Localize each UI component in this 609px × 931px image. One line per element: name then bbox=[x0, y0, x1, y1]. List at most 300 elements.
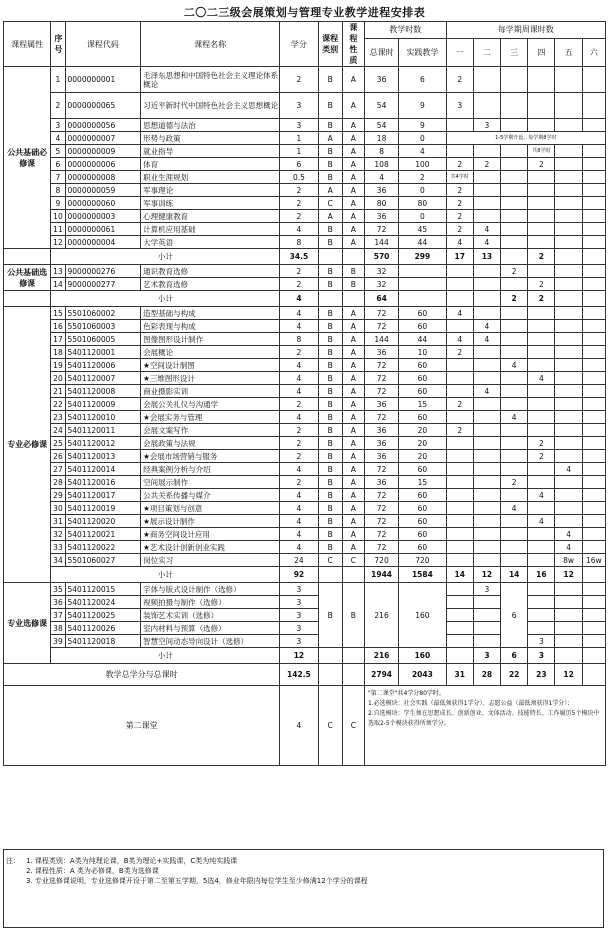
practice-cell: 10 bbox=[399, 346, 446, 359]
table-cell bbox=[582, 596, 605, 609]
course-name: 会展政策与法规 bbox=[141, 437, 280, 450]
nature-cell: A bbox=[342, 132, 364, 145]
total-cell: 72 bbox=[364, 502, 398, 515]
practice-cell: 60 bbox=[399, 541, 446, 554]
credit-cell: 2 bbox=[280, 67, 318, 93]
table-cell bbox=[446, 622, 473, 635]
term-cell bbox=[582, 67, 605, 93]
subtotal-term: 6 bbox=[501, 648, 528, 664]
cat-cell: B bbox=[318, 398, 342, 411]
credit-cell: 2 bbox=[280, 476, 318, 489]
table-row bbox=[4, 158, 606, 171]
code-cell: 5401120020 bbox=[65, 515, 141, 528]
nature-cell: A bbox=[342, 145, 364, 158]
nature-cell: A bbox=[342, 424, 364, 437]
course-name: 装饰艺术实训（选修） bbox=[141, 609, 280, 622]
credit-cell: 1 bbox=[280, 132, 318, 145]
seq-cell: 8 bbox=[51, 184, 65, 197]
grand-term: 22 bbox=[501, 664, 528, 686]
nature-cell: B bbox=[342, 265, 364, 278]
term-cell: 2 bbox=[528, 437, 555, 450]
practice-cell: 4 bbox=[399, 145, 446, 158]
cat-cell: B bbox=[318, 307, 342, 320]
term-cell bbox=[555, 67, 582, 93]
subtotal-term: 12 bbox=[473, 567, 500, 583]
seq-cell: 2 bbox=[51, 93, 65, 119]
credit-cell: 2 bbox=[280, 278, 318, 291]
table-cell bbox=[555, 609, 582, 622]
table-cell bbox=[342, 567, 364, 583]
seq-cell: 36 bbox=[51, 596, 65, 609]
credit-cell: 1 bbox=[280, 145, 318, 158]
credit-cell: 2 bbox=[280, 184, 318, 197]
term-cell bbox=[528, 265, 555, 278]
subtotal-term: 3 bbox=[473, 648, 500, 664]
second-label: 第二课堂 bbox=[4, 686, 280, 766]
header-term: 五 bbox=[555, 38, 582, 66]
term-cell: 2 bbox=[446, 197, 473, 210]
term-cell bbox=[582, 515, 605, 528]
credit-cell: 2 bbox=[280, 450, 318, 463]
term-cell bbox=[555, 197, 582, 210]
term-cell: 4 bbox=[473, 385, 500, 398]
cat-cell: B bbox=[318, 265, 342, 278]
code-cell: 5401120018 bbox=[65, 635, 141, 648]
term-cell bbox=[473, 424, 500, 437]
nature-cell: A bbox=[342, 372, 364, 385]
grand-term bbox=[582, 664, 605, 686]
term-cell bbox=[501, 463, 528, 476]
header-seq: 序号 bbox=[51, 22, 65, 67]
credit-cell: 3 bbox=[280, 622, 318, 635]
total-cell: 36 bbox=[364, 67, 398, 93]
practice-cell: 20 bbox=[399, 450, 446, 463]
seq-cell: 1 bbox=[51, 67, 65, 93]
subtotal-term: 14 bbox=[501, 567, 528, 583]
cat-cell: B bbox=[318, 320, 342, 333]
term-cell bbox=[555, 372, 582, 385]
header-term: 四 bbox=[528, 38, 555, 66]
row-note: 共4学时 bbox=[446, 171, 473, 184]
term-cell bbox=[473, 398, 500, 411]
nature-cell: A bbox=[342, 333, 364, 346]
seq-cell: 13 bbox=[51, 265, 65, 278]
cat-cell: A bbox=[318, 184, 342, 197]
table-row bbox=[4, 236, 606, 249]
subtotal-term bbox=[582, 249, 605, 265]
term-cell bbox=[555, 119, 582, 132]
term-cell: 2 bbox=[446, 398, 473, 411]
term-cell bbox=[446, 372, 473, 385]
practice-cell: 60 bbox=[399, 502, 446, 515]
term-cell: 6 bbox=[501, 583, 528, 648]
subtotal-label: 小计 bbox=[51, 567, 280, 583]
credit-cell: 2 bbox=[280, 197, 318, 210]
course-name: 习近平新时代中国特色社会主义思想概论 bbox=[141, 93, 280, 119]
term-cell bbox=[582, 450, 605, 463]
table-row bbox=[4, 223, 606, 236]
table-row bbox=[4, 320, 606, 333]
term-cell bbox=[501, 528, 528, 541]
code-cell: 5401120001 bbox=[65, 346, 141, 359]
term-cell bbox=[446, 265, 473, 278]
term-cell bbox=[501, 158, 528, 171]
table-row bbox=[4, 67, 606, 93]
term-cell bbox=[582, 463, 605, 476]
seq-cell: 3 bbox=[51, 119, 65, 132]
term-cell bbox=[501, 236, 528, 249]
total-cell: 4 bbox=[364, 171, 398, 184]
term-cell bbox=[582, 372, 605, 385]
code-cell: 5401120008 bbox=[65, 385, 141, 398]
course-name: ★空间设计制图 bbox=[141, 359, 280, 372]
cat-cell: B bbox=[318, 93, 342, 119]
footnotes bbox=[3, 849, 604, 928]
code-cell: 5401120016 bbox=[65, 476, 141, 489]
subtotal-term bbox=[582, 567, 605, 583]
term-cell: 4 bbox=[473, 320, 500, 333]
term-cell bbox=[528, 333, 555, 346]
subtotal-credit: 4 bbox=[280, 291, 318, 307]
nature-cell: A bbox=[342, 437, 364, 450]
table-row bbox=[4, 93, 606, 119]
code-cell: 5401120011 bbox=[65, 424, 141, 437]
code-cell: 5401120024 bbox=[65, 596, 141, 609]
total-cell: 216 bbox=[364, 583, 398, 648]
term-cell: 4 bbox=[528, 515, 555, 528]
table-cell bbox=[473, 596, 500, 609]
practice-cell bbox=[399, 278, 446, 291]
credit-cell: 3 bbox=[280, 93, 318, 119]
course-name: 思想道德与法治 bbox=[141, 119, 280, 132]
course-name: 室内材料与预算（选修） bbox=[141, 622, 280, 635]
course-name: 经典案例分析与介绍 bbox=[141, 463, 280, 476]
credit-cell: 8 bbox=[280, 236, 318, 249]
cat-cell: B bbox=[318, 236, 342, 249]
term-cell bbox=[555, 424, 582, 437]
course-name: 大学英语 bbox=[141, 236, 280, 249]
nature-cell: A bbox=[342, 184, 364, 197]
term-cell bbox=[582, 184, 605, 197]
term-cell: 4 bbox=[528, 489, 555, 502]
term-cell: 4 bbox=[473, 236, 500, 249]
nature-cell: A bbox=[342, 502, 364, 515]
credit-cell: 2 bbox=[280, 424, 318, 437]
term-cell bbox=[501, 398, 528, 411]
term-cell bbox=[528, 528, 555, 541]
term-cell: 4 bbox=[501, 359, 528, 372]
code-cell: 5401120014 bbox=[65, 463, 141, 476]
subtotal-term bbox=[582, 648, 605, 664]
term-cell bbox=[555, 489, 582, 502]
table-cell bbox=[528, 583, 555, 596]
term-cell bbox=[555, 93, 582, 119]
nature-cell: A bbox=[342, 320, 364, 333]
course-name: 心理健康教育 bbox=[141, 210, 280, 223]
practice-cell: 60 bbox=[399, 515, 446, 528]
second-note-line: 1.必选模块：社会实践（最低须获得1学分）、志愿公益（最低须获得1学分）； bbox=[367, 700, 574, 707]
total-cell: 36 bbox=[364, 476, 398, 489]
header-name: 课程名称 bbox=[141, 22, 280, 67]
header-term: 六 bbox=[582, 38, 605, 66]
term-cell bbox=[473, 463, 500, 476]
credit-cell: 4 bbox=[280, 541, 318, 554]
term-cell bbox=[501, 197, 528, 210]
term-cell: 4 bbox=[446, 307, 473, 320]
credit-cell: 2 bbox=[280, 265, 318, 278]
term-cell bbox=[446, 554, 473, 567]
term-cell bbox=[555, 210, 582, 223]
total-cell: 72 bbox=[364, 541, 398, 554]
term-cell bbox=[473, 437, 500, 450]
subtotal-term bbox=[473, 291, 500, 307]
term-cell: 2 bbox=[528, 158, 555, 171]
term-cell bbox=[473, 411, 500, 424]
cat-cell: B bbox=[318, 158, 342, 171]
term-cell bbox=[473, 359, 500, 372]
seq-cell: 37 bbox=[51, 609, 65, 622]
credit-cell: 4 bbox=[280, 372, 318, 385]
table-row bbox=[4, 265, 606, 278]
term-cell bbox=[501, 450, 528, 463]
seq-cell: 21 bbox=[51, 385, 65, 398]
code-cell: 5401120025 bbox=[65, 609, 141, 622]
nature-cell: A bbox=[342, 476, 364, 489]
term-cell bbox=[473, 476, 500, 489]
term-cell bbox=[446, 411, 473, 424]
cat-cell: B bbox=[318, 119, 342, 132]
table-row bbox=[4, 132, 606, 145]
total-cell: 36 bbox=[364, 450, 398, 463]
term-cell bbox=[528, 210, 555, 223]
seq-cell: 22 bbox=[51, 398, 65, 411]
nature-cell: A bbox=[342, 158, 364, 171]
term-cell bbox=[582, 398, 605, 411]
course-name: 会展文案写作 bbox=[141, 424, 280, 437]
credit-cell: 3 bbox=[280, 609, 318, 622]
table-row bbox=[4, 372, 606, 385]
table-row bbox=[4, 450, 606, 463]
cat-cell: B bbox=[318, 346, 342, 359]
code-cell: 5401120017 bbox=[65, 489, 141, 502]
term-cell: 4 bbox=[446, 236, 473, 249]
term-cell bbox=[446, 450, 473, 463]
cat-cell: C bbox=[318, 554, 342, 567]
term-cell bbox=[501, 424, 528, 437]
term-cell bbox=[501, 372, 528, 385]
credit-cell: 3 bbox=[280, 596, 318, 609]
total-cell: 72 bbox=[364, 489, 398, 502]
code-cell: 5501060002 bbox=[65, 307, 141, 320]
table-cell bbox=[342, 648, 364, 664]
term-cell bbox=[501, 554, 528, 567]
cat-cell: B bbox=[318, 583, 342, 648]
table-cell bbox=[555, 635, 582, 648]
subtotal-term bbox=[501, 249, 528, 265]
code-cell: 0000000006 bbox=[65, 158, 141, 171]
credit-cell: 4 bbox=[280, 528, 318, 541]
subtotal-term bbox=[555, 291, 582, 307]
term-cell: 4 bbox=[555, 528, 582, 541]
subtotal-term bbox=[582, 291, 605, 307]
course-name: 空间展示制作 bbox=[141, 476, 280, 489]
cat-cell: B bbox=[318, 223, 342, 236]
term-cell: 2 bbox=[446, 223, 473, 236]
cat-cell: B bbox=[318, 463, 342, 476]
table-row bbox=[4, 528, 606, 541]
nature-cell: A bbox=[342, 411, 364, 424]
total-cell: 36 bbox=[364, 210, 398, 223]
table-cell bbox=[318, 648, 342, 664]
cat-cell: B bbox=[318, 359, 342, 372]
term-cell bbox=[473, 528, 500, 541]
credit-cell: 6 bbox=[280, 158, 318, 171]
seq-cell: 18 bbox=[51, 346, 65, 359]
seq-cell: 29 bbox=[51, 489, 65, 502]
nature-cell: B bbox=[342, 278, 364, 291]
total-cell: 72 bbox=[364, 320, 398, 333]
code-cell: 0000000009 bbox=[65, 145, 141, 158]
term-cell bbox=[555, 223, 582, 236]
nature-cell: A bbox=[342, 119, 364, 132]
term-cell bbox=[582, 223, 605, 236]
subtotal-total: 216 bbox=[364, 648, 398, 664]
nature-cell: A bbox=[342, 223, 364, 236]
subtotal-label: 小计 bbox=[51, 249, 280, 265]
practice-cell: 20 bbox=[399, 424, 446, 437]
course-name: 就业指导 bbox=[141, 145, 280, 158]
code-cell: 0000000004 bbox=[65, 236, 141, 249]
table-cell bbox=[582, 145, 605, 158]
table-row bbox=[4, 515, 606, 528]
code-cell: 0000000065 bbox=[65, 93, 141, 119]
grand-credit: 142.5 bbox=[280, 664, 318, 686]
term-cell bbox=[528, 119, 555, 132]
header-term: 二 bbox=[473, 38, 500, 66]
term-cell: 4 bbox=[528, 372, 555, 385]
seq-cell: 25 bbox=[51, 437, 65, 450]
footnote-lead: 注： bbox=[6, 857, 20, 865]
term-cell bbox=[582, 278, 605, 291]
total-cell: 36 bbox=[364, 184, 398, 197]
term-cell bbox=[528, 236, 555, 249]
term-cell: 2 bbox=[446, 184, 473, 197]
seq-cell: 32 bbox=[51, 528, 65, 541]
term-cell: 3 bbox=[528, 635, 555, 648]
cat-cell: B bbox=[318, 278, 342, 291]
footnote-line: 1. 课程类别：A类为纯理论课，B类为理论+实践课，C类为纯实践课 bbox=[26, 857, 238, 865]
header-hours: 教学时数 bbox=[364, 22, 446, 39]
course-name: ★会展实务与管理 bbox=[141, 411, 280, 424]
code-cell: 5401120007 bbox=[65, 372, 141, 385]
total-cell: 32 bbox=[364, 278, 398, 291]
nature-cell: C bbox=[342, 554, 364, 567]
term-cell: 2 bbox=[528, 278, 555, 291]
seq-cell: 19 bbox=[51, 359, 65, 372]
total-cell: 144 bbox=[364, 236, 398, 249]
term-cell bbox=[501, 223, 528, 236]
course-name: ★会展市场营销与服务 bbox=[141, 450, 280, 463]
term-cell bbox=[582, 307, 605, 320]
term-cell bbox=[528, 463, 555, 476]
code-cell: 5401120015 bbox=[65, 583, 141, 596]
term-cell bbox=[473, 372, 500, 385]
term-cell: 16w bbox=[582, 554, 605, 567]
subtotal-term: 2 bbox=[501, 291, 528, 307]
total-cell: 72 bbox=[364, 528, 398, 541]
header-weekly: 每学期周课时数 bbox=[446, 22, 605, 39]
term-cell: 2 bbox=[446, 210, 473, 223]
term-cell bbox=[555, 307, 582, 320]
term-cell bbox=[528, 197, 555, 210]
course-name: ★艺术设计创新创业实践 bbox=[141, 541, 280, 554]
credit-cell: 0.5 bbox=[280, 171, 318, 184]
table-cell bbox=[473, 171, 500, 184]
total-cell: 8 bbox=[364, 145, 398, 158]
code-cell: 0000000003 bbox=[65, 210, 141, 223]
table-cell bbox=[528, 609, 555, 622]
term-cell bbox=[528, 411, 555, 424]
table-row bbox=[4, 184, 606, 197]
total-cell: 72 bbox=[364, 372, 398, 385]
table-cell bbox=[501, 145, 528, 158]
credit-cell: 2 bbox=[280, 437, 318, 450]
practice-cell: 9 bbox=[399, 93, 446, 119]
seq-cell: 9 bbox=[51, 197, 65, 210]
table-row bbox=[4, 346, 606, 359]
course-name: 计算机应用基础 bbox=[141, 223, 280, 236]
seq-cell: 24 bbox=[51, 424, 65, 437]
nature-cell: A bbox=[342, 67, 364, 93]
subtotal-term: 14 bbox=[446, 567, 473, 583]
term-cell: 2 bbox=[446, 346, 473, 359]
term-cell bbox=[501, 489, 528, 502]
term-cell bbox=[582, 385, 605, 398]
course-name: ★展示设计制作 bbox=[141, 515, 280, 528]
cat-cell: B bbox=[318, 528, 342, 541]
table-row bbox=[4, 424, 606, 437]
term-cell bbox=[555, 450, 582, 463]
term-cell bbox=[555, 265, 582, 278]
term-cell bbox=[582, 437, 605, 450]
practice-cell: 60 bbox=[399, 463, 446, 476]
term-cell bbox=[555, 398, 582, 411]
nature-cell: A bbox=[342, 346, 364, 359]
table-row bbox=[4, 583, 606, 596]
term-cell: 4 bbox=[473, 333, 500, 346]
term-cell bbox=[501, 515, 528, 528]
subtotal-row bbox=[4, 291, 606, 307]
term-cell bbox=[582, 541, 605, 554]
term-cell bbox=[528, 93, 555, 119]
term-cell bbox=[528, 67, 555, 93]
subtotal-practice bbox=[399, 291, 446, 307]
term-cell bbox=[473, 541, 500, 554]
seq-cell: 33 bbox=[51, 541, 65, 554]
subtotal-term bbox=[555, 648, 582, 664]
term-cell: 4 bbox=[473, 223, 500, 236]
grand-term: 28 bbox=[473, 664, 500, 686]
subtotal-term bbox=[446, 648, 473, 664]
nature-cell: A bbox=[342, 528, 364, 541]
term-cell bbox=[528, 554, 555, 567]
total-cell: 36 bbox=[364, 398, 398, 411]
term-cell: 2 bbox=[446, 424, 473, 437]
nature-cell: A bbox=[342, 307, 364, 320]
table-cell bbox=[582, 622, 605, 635]
subtotal-term: 17 bbox=[446, 249, 473, 265]
term-cell bbox=[555, 359, 582, 372]
